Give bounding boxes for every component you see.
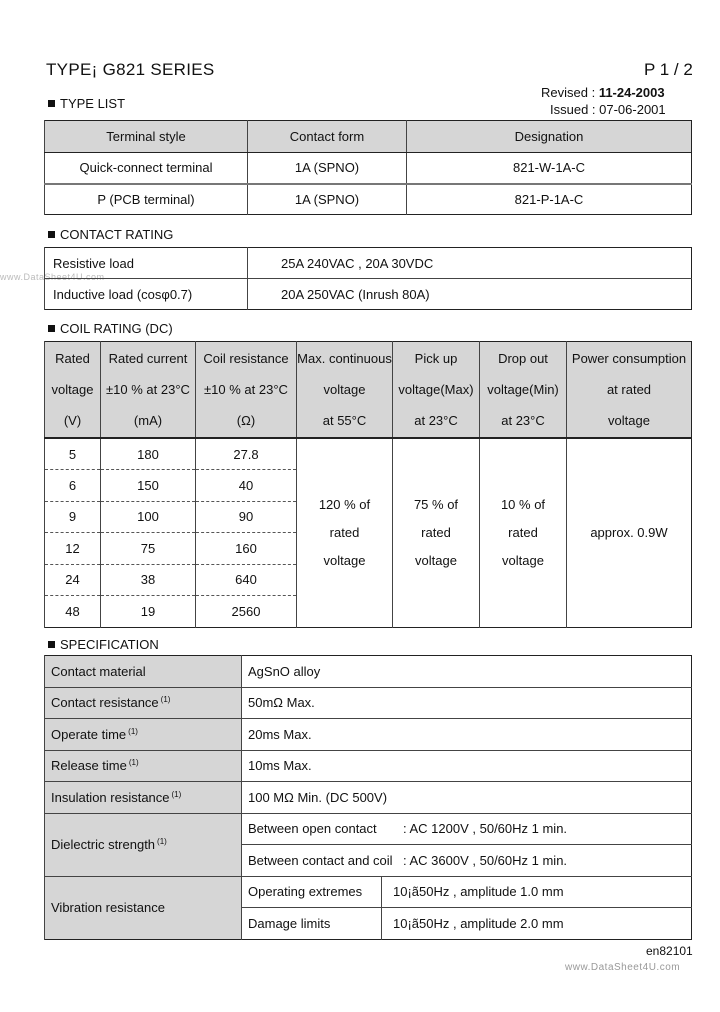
table-cell: 75 (101, 533, 196, 565)
header-line: Rated (55, 351, 90, 366)
type-list-heading-text: TYPE LIST (60, 96, 126, 111)
spec-label (45, 782, 242, 814)
table-cell: 90 (196, 501, 297, 533)
coil-rating-table (44, 341, 692, 628)
table-cell: P (PCB terminal) (45, 184, 248, 215)
bullet-square-icon (48, 231, 55, 238)
table-row (45, 687, 692, 719)
table-cell: Resistive load (45, 248, 248, 279)
table-row (45, 438, 692, 470)
cell-line: rated (508, 524, 538, 540)
revised-label: Revised : (541, 85, 599, 100)
spec-label (45, 813, 242, 876)
table-cell: 19 (101, 596, 196, 628)
table-row (45, 813, 692, 845)
spec-value: 10ms Max. (242, 750, 692, 782)
power-consumption-cell: approx. 0.9W (567, 438, 692, 627)
table-cell: 1A (SPNO) (248, 153, 407, 184)
spec-label-text: Contact resistance (51, 695, 159, 711)
header-line: voltage (608, 413, 650, 428)
vibration-condition: Operating extremes (242, 876, 382, 908)
vibration-condition: Damage limits (242, 908, 382, 940)
bullet-square-icon (48, 641, 55, 648)
pick-up-cell (393, 438, 480, 627)
coil-rating-heading (48, 321, 173, 336)
table-header-row (45, 121, 692, 153)
coil-rating-heading-text: COIL RATING (DC) (60, 321, 173, 336)
table-cell: 821-P-1A-C (407, 184, 692, 215)
table-cell: Inductive load (cosφ0.7) (45, 279, 248, 310)
table-row (45, 750, 692, 782)
table-row (45, 248, 692, 279)
spec-value: 100 MΩ Min. (DC 500V) (242, 782, 692, 814)
cell-line: rated (421, 524, 451, 540)
header-line: Max. continuous (297, 351, 392, 366)
table-cell: 48 (45, 596, 101, 628)
cell-line: 10 % of (500, 496, 546, 512)
bullet-square-icon (48, 325, 55, 332)
max-continuous-cell (297, 438, 393, 627)
header-line: at 23°C (501, 413, 545, 428)
cell-line: 75 % of (413, 496, 459, 512)
bullet-square-icon (48, 100, 55, 107)
footnote-mark: (1) (128, 726, 138, 736)
contact-rating-heading-text: CONTACT RATING (60, 227, 174, 242)
header-rated-voltage (45, 342, 101, 439)
cell-line: voltage (502, 552, 544, 568)
spec-label: Vibration resistance (45, 876, 242, 939)
table-cell: 6 (45, 470, 101, 502)
spec-value: 50mΩ Max. (242, 687, 692, 719)
header-line: voltage(Max) (398, 382, 474, 397)
table-cell: 100 (101, 501, 196, 533)
table-row (45, 153, 692, 184)
table-cell: 1A (SPNO) (248, 184, 407, 215)
specification-heading-text: SPECIFICATION (60, 637, 159, 652)
header-coil-resistance (196, 342, 297, 439)
header-line: voltage (323, 382, 366, 397)
revised-date (541, 85, 665, 100)
table-cell: 180 (101, 438, 196, 470)
dielectric-value: : AC 1200V , 50/60Hz 1 min. (403, 821, 568, 837)
spec-value: AgSnO alloy (242, 656, 692, 688)
spec-label-text: Release time (51, 758, 127, 774)
page-number: P 1 / 2 (644, 60, 693, 79)
dielectric-condition: Between open contact (248, 821, 377, 837)
header-line: Drop out (498, 351, 548, 366)
spec-label (45, 719, 242, 751)
table-cell: 2560 (196, 596, 297, 628)
spec-label (45, 750, 242, 782)
table-cell: 150 (101, 470, 196, 502)
contact-rating-table (44, 247, 692, 310)
spec-label-text: Dielectric strength (51, 837, 156, 852)
footnote-mark: (1) (128, 758, 139, 768)
issued-date: Issued : 07-06-2001 (550, 102, 666, 117)
table-cell: Quick-connect terminal (45, 153, 248, 184)
footnote-mark: (1) (160, 695, 171, 705)
header-line: ±10 % at 23°C (106, 382, 190, 397)
spec-label-text: Insulation resistance (51, 789, 170, 805)
header-line: (mA) (133, 413, 163, 428)
header-designation: Designation (407, 121, 692, 153)
watermark-top: www.DataSheet4U.com (0, 272, 105, 282)
table-cell: 9 (45, 501, 101, 533)
header-contact-form: Contact form (248, 121, 407, 153)
header-line: at 55°C (322, 413, 367, 428)
cell-line: voltage (415, 552, 457, 568)
spec-value (242, 845, 692, 877)
header-line: voltage (51, 382, 94, 397)
header-line: Power consumption (571, 351, 687, 366)
table-cell: 25A 240VAC , 20A 30VDC (248, 248, 692, 279)
header-rated-current (101, 342, 196, 439)
header-pick-up (393, 342, 480, 439)
table-row (45, 184, 692, 215)
spec-label (45, 687, 242, 719)
header-terminal-style: Terminal style (45, 121, 248, 153)
document-code: en82101 (646, 944, 693, 958)
footnote-mark: (1) (157, 837, 167, 846)
header-line: voltage(Min) (487, 382, 559, 397)
dielectric-condition: Between contact and coil (248, 852, 393, 868)
table-header-row (45, 342, 692, 439)
vibration-value: 10¡ã50Hz , amplitude 1.0 mm (382, 876, 692, 908)
table-row (45, 279, 692, 310)
table-row (45, 656, 692, 688)
table-cell: 38 (101, 564, 196, 596)
specification-table (44, 655, 692, 940)
revised-value: 11-24-2003 (598, 85, 665, 100)
cell-line: 120 % of (318, 496, 371, 512)
dielectric-value: : AC 3600V , 50/60Hz 1 min. (403, 852, 568, 868)
table-cell: 20A 250VAC (Inrush 80A) (248, 279, 692, 310)
drop-out-cell (480, 438, 567, 627)
contact-rating-heading (48, 227, 173, 242)
table-cell: 12 (45, 533, 101, 565)
spec-label: Contact material (45, 656, 242, 688)
watermark-bottom: www.DataSheet4U.com (565, 962, 681, 973)
cell-line: voltage (323, 552, 366, 568)
header-drop-out (480, 342, 567, 439)
table-cell: 24 (45, 564, 101, 596)
document-title: TYPE¡ G821 SERIES (46, 60, 215, 79)
table-cell: 40 (196, 470, 297, 502)
header-power-consumption (567, 342, 692, 439)
table-cell: 821-W-1A-C (407, 153, 692, 184)
table-row (45, 782, 692, 814)
vibration-value: 10¡ã50Hz , amplitude 2.0 mm (382, 908, 692, 940)
spec-value: 20ms Max. (242, 719, 692, 751)
spec-value (242, 813, 692, 845)
type-list-table (44, 120, 692, 215)
table-cell: 5 (45, 438, 101, 470)
header-line: Pick up (414, 351, 458, 366)
table-row (45, 876, 692, 908)
table-cell: 27.8 (196, 438, 297, 470)
header-line: Coil resistance (203, 351, 289, 366)
table-cell: 640 (196, 564, 297, 596)
spec-label-text: Operate time (51, 726, 127, 742)
header-line: at rated (606, 382, 652, 397)
table-cell: 160 (196, 533, 297, 565)
header-line: ±10 % at 23°C (204, 382, 288, 397)
header-line: at 23°C (414, 413, 458, 428)
footnote-mark: (1) (171, 789, 182, 799)
type-list-heading (48, 96, 125, 111)
header-max-continuous (297, 342, 393, 439)
header-line: Rated current (108, 351, 188, 366)
header-line: (Ω) (236, 413, 256, 428)
header-line: (V) (63, 413, 82, 428)
specification-heading (48, 637, 159, 652)
cell-line: rated (329, 524, 360, 540)
table-row (45, 719, 692, 751)
